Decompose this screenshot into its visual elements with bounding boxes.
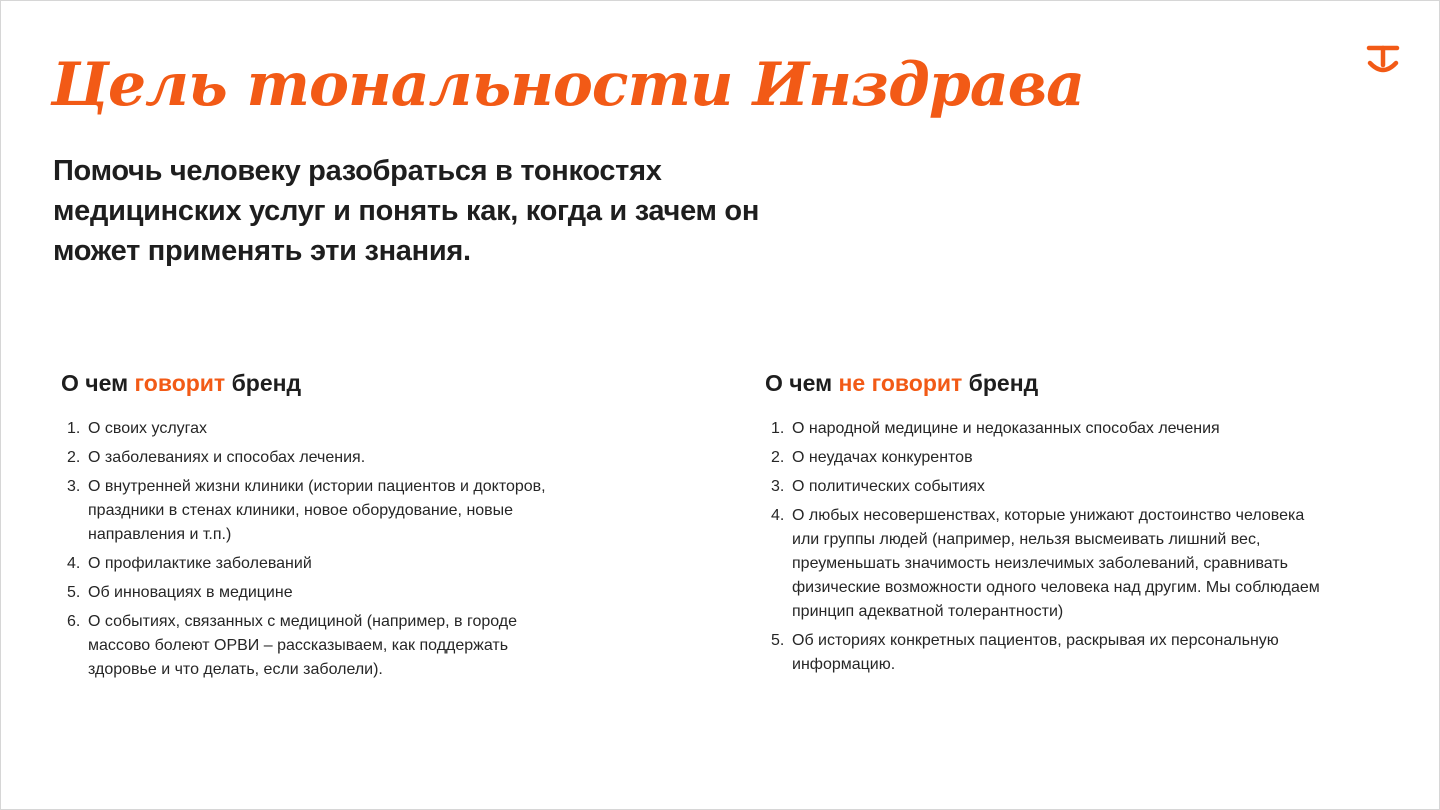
list-item-text: О своих услугах: [88, 420, 208, 437]
list-item-number: 4.: [771, 507, 785, 524]
list-item: [765, 446, 1325, 470]
list-item: [61, 446, 561, 470]
list-item: [765, 475, 1325, 499]
list-item-text: О внутренней жизни клиники (истории пациентов и докторов, праздники в стенах клиники, новое оборудование, новые направления и т.п.): [88, 478, 546, 543]
list-item-number: 4.: [67, 555, 81, 572]
list-item-number: 6.: [67, 613, 81, 630]
list-item: [61, 610, 561, 682]
list-item-text: О политических событиях: [792, 478, 985, 495]
list-item-text: О народной медицине и недоказанных способах лечения: [792, 420, 1220, 437]
list-item-text: О профилактике заболеваний: [88, 555, 312, 572]
list-item: [765, 417, 1325, 441]
list-item-number: 2.: [67, 449, 81, 466]
list-item-text: О любых несовершенствах, которые унижают достоинство человека или группы людей (например, нельзя высмеивать лишний вес, преуменьшать значимость неизлечимых заболеваний, сравнивать физические возможности одного человека над другим. Мы соблюдаем принцип адекватной толерантности): [792, 507, 1320, 620]
list-item-text: Об инновациях в медицине: [88, 584, 293, 601]
list-item-number: 3.: [67, 478, 81, 495]
does-not-speak-about-column: [765, 365, 1325, 682]
list-item: [61, 552, 561, 576]
list-item-text: О неудачах конкурентов: [792, 449, 973, 466]
heading-accent: не говорит: [838, 370, 963, 396]
brand-logo-icon: [1365, 43, 1401, 77]
speaks-about-heading: [61, 365, 561, 401]
heading-suffix: бренд: [225, 370, 302, 396]
slide-title: Цель тональности Инздрава: [51, 50, 1084, 120]
does-not-speak-about-heading: [765, 365, 1325, 401]
list-item-number: 5.: [771, 632, 785, 649]
heading-prefix: О чем: [61, 370, 135, 396]
list-item-number: 1.: [771, 420, 785, 437]
lead-text: Помочь человеку разобраться в тонкостях медицинских услуг и понять как, когда и зачем он может применять эти знания.: [53, 155, 760, 267]
list-item: [61, 581, 561, 605]
list-item: [765, 504, 1325, 624]
heading-suffix: бренд: [962, 370, 1039, 396]
list-item-text: О заболеваниях и способах лечения.: [88, 449, 366, 466]
list-item-number: 1.: [67, 420, 81, 437]
list-item-number: 3.: [771, 478, 785, 495]
heading-prefix: О чем: [765, 370, 839, 396]
heading-accent: говорит: [134, 370, 226, 396]
list-item-number: 2.: [771, 449, 785, 466]
list-item: [765, 629, 1325, 677]
list-item-text: Об историях конкретных пациентов, раскрывая их персональную информацию.: [792, 632, 1279, 673]
speaks-about-list: [61, 417, 561, 682]
list-item: [61, 417, 561, 441]
list-item: [61, 475, 561, 547]
list-item-text: О событиях, связанных с медициной (например, в городе массово болеют ОРВИ – рассказываем, как поддержать здоровье и что делать, если заболели).: [88, 613, 518, 678]
speaks-about-column: [61, 365, 561, 687]
list-item-number: 5.: [67, 584, 81, 601]
does-not-speak-about-list: [765, 417, 1325, 677]
